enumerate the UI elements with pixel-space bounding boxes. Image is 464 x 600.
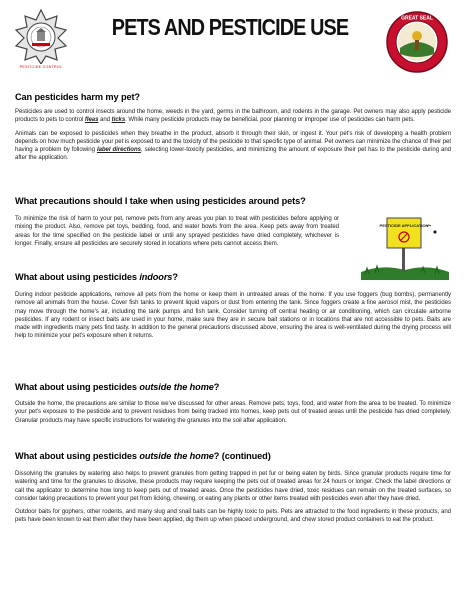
text-run: , selecting lower-toxicity pesticides, and minimizing the amount of exposure their pet has to the pesticide during and after the application.	[15, 147, 451, 162]
fleas-link[interactable]: fleas	[84, 117, 99, 124]
section-outside-continued	[15, 451, 451, 525]
pesticide-sign-illustration	[361, 212, 449, 280]
heading-run: ? (continued)	[213, 451, 271, 461]
section-paragraph: During indoor pesticide applications, remove all pets from the home or keep them in untreated areas of the home. If you use foggers (bug bombs), permanently remove all animals from the house. Cover fish tanks to prevent liquid vapors or dust from entering the tank. Since foggers create a fine aerosol mist, the pesticides may move through the home's air, including the tank pumps and fish tank. Consider turning off central heating or air conditioning, which can circulate airborne pesticides. If any rodent or insect baits are used in your home, make sure they are in secure bait stations or in locations that are not accessible to pets. Baits are made with ingredients many pets find tasty. In addition to the general precautions discussed above, ensuring the area is well-ventilated during the drying process will help to minimize your pet’s exposure when it returns.	[15, 292, 451, 340]
section-precautions	[15, 196, 451, 248]
warning-sign-icon	[361, 212, 449, 280]
section-paragraph: Outdoor baits for gophers, other rodents, and many slug and snail baits can be highly toxic to pets. Pets are attracted to the food ingredients in these products, and pets have been known to eat them after they have been applied, dig them up when placed underground, and chew stored product containers to eat the product.	[15, 509, 451, 524]
great-seal-logo	[385, 10, 449, 74]
section-can-harm	[15, 92, 451, 163]
text-run: . While many pesticide products may be beneficial, poor planning or improper use of pesticides can harm pets.	[125, 117, 415, 124]
text-run: Pesticides are used to control insects around the home, weeds in the yard, germs in the bathroom, and rodents in the garage. Pet owners may also apply pesticide products to pets to control	[15, 109, 451, 124]
heading-run: What about using pesticides	[15, 382, 140, 392]
section-heading	[15, 451, 451, 461]
page-header	[0, 0, 464, 82]
section-paragraph: Outside the home, the precautions are similar to those we’ve discussed for other areas. Remove pets, toys, food, and water from the area to be treated. To minimize your pet's exposure to the pesticide and to prevent residues from being tracked into homes, keep pets out of treated areas until the pesticide has dried completely. Granular products may have specific instructions for watering the granules into the soil after application.	[15, 401, 451, 424]
heading-emphasis: outside the home	[139, 382, 214, 392]
heading-emphasis: outside the home	[139, 451, 214, 461]
heading-emphasis: indoors	[139, 272, 173, 282]
label-directions-link[interactable]: label directions	[96, 147, 141, 154]
page-title: PETS AND PESTICIDE USE	[111, 14, 349, 40]
section-outside	[15, 382, 451, 425]
text-run: and	[98, 117, 112, 124]
section-heading: What precautions should I take when using pesticides around pets?	[15, 196, 306, 206]
section-paragraph	[15, 130, 451, 163]
section-paragraph: To minimize the risk of harm to your pet, remove pets from any areas you plan to treat with pesticides before applying or mixing the product. Also, remove pet toys, bedding, food, and water bowls from the area. Keep pets away from treated areas for the time specified on the pesticide label or until any sprayed pesticides have dried completely, whichever is longer. Finally, ensure all pesticides are securely stored in locations where pets cannot access them.	[15, 216, 339, 247]
heading-run: What about using pesticides	[15, 272, 140, 282]
badge-caption: PESTICIDE CONTROL	[19, 65, 63, 69]
section-indoors	[15, 272, 451, 341]
heading-run: ?	[172, 272, 178, 282]
ticks-link[interactable]: ticks	[111, 117, 126, 124]
section-heading	[15, 382, 451, 392]
heading-run: ?	[213, 382, 220, 392]
seal-icon	[385, 10, 449, 74]
department-badge-logo	[12, 8, 70, 78]
section-heading	[15, 272, 451, 282]
sign-label: PESTICIDE APPLICATION	[379, 223, 429, 228]
text-run: Animals can be exposed to pesticides when they breathe in the product, absorb it through their skin, or ingest it. Your pet’s risk of developing a health problem depends on how much pesticide your pet is exposed to and the toxicity of the pesticide to that specific type of animal. Pet owners can minimize the chance of their pet having a problem by following	[15, 130, 451, 154]
heading-run: What about using pesticides	[15, 451, 140, 461]
seal-text: GREAT SEAL	[401, 15, 433, 22]
section-heading: Can pesticides harm my pet?	[15, 92, 140, 102]
section-paragraph: Dissolving the granules by watering also helps to prevent granules from getting trapped in pet fur or being eaten by birds. Since granular products require time for watering and time for the granules to dissolve, these products may require keeping the pets out of treated areas for 24 hours or longer. Check the label directions or call the applicator to determine how long to keep pets out of treated areas. Once the pesticides have dried, toxic residues can remain on the treated surfaces, so consider taking precautions to prevent your pet from licking, chewing, or eating any plants or other items treated with pesticides even after they have dried.	[15, 471, 451, 502]
badge-icon	[12, 8, 70, 64]
section-paragraph	[15, 108, 451, 125]
